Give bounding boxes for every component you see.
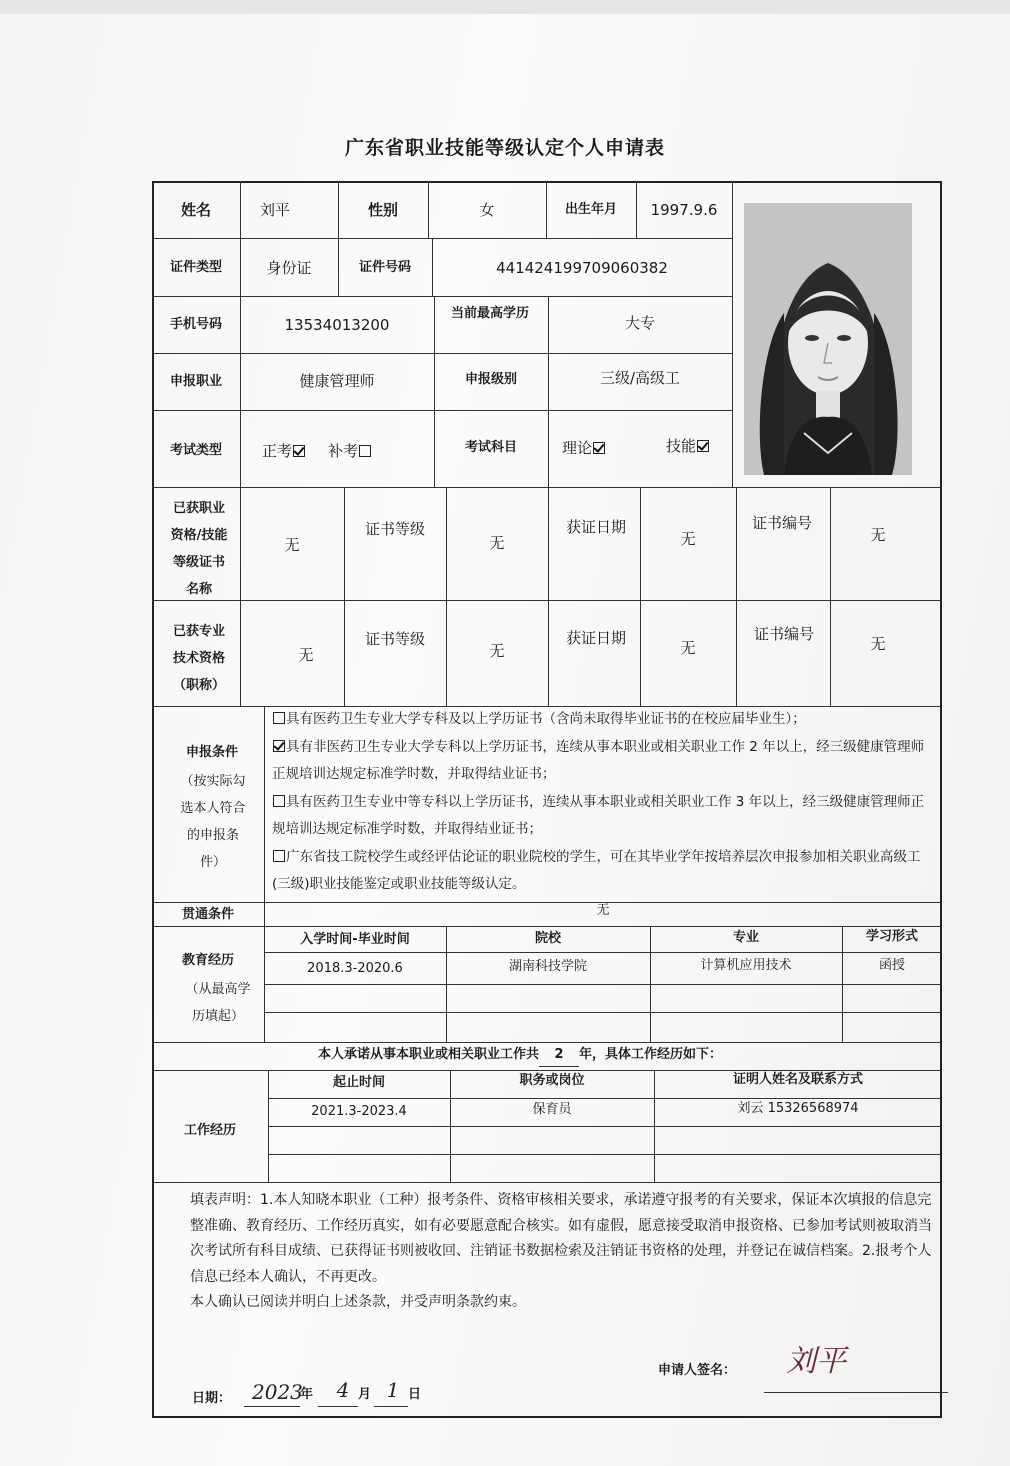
gender-label: 性别 [367,201,398,219]
exam-subject-label: 考试科目 [464,440,517,455]
edu-label: 当前最高学历 [450,306,529,321]
work-row-position: 保育员 [532,1102,572,1117]
id-no-value: 441424199709060382 [496,259,668,277]
condition-item[interactable] [272,789,932,844]
date-month[interactable]: 4 [336,1378,350,1402]
date-month-line [318,1406,358,1407]
work-label: 工作经历 [183,1123,236,1138]
work-years: 2 [539,1044,579,1067]
through-value: 无 [596,903,610,918]
id-no-label: 证件号码 [358,260,411,275]
conditions-sublabel: （按实际勾选本人符合的申报条件） [180,774,246,870]
conditions-label: 申报条件 [185,745,238,760]
condition-checkbox[interactable] [273,740,285,752]
exam-skill-option[interactable] [666,435,710,457]
pro-no-value: 无 [870,635,886,653]
voc-no-value: 无 [870,526,886,544]
exam-regular-text: 正考 [262,442,293,460]
work-header-reference: 证明人姓名及联系方式 [732,1072,863,1087]
edu-row-mode: 函授 [878,958,905,973]
work-promise [318,1044,722,1067]
grid-line [830,487,831,706]
edu-header-major: 专业 [732,930,759,945]
signature-line [764,1392,948,1393]
pro-grade-value: 无 [489,642,505,660]
voc-date-label: 获证日期 [565,518,626,536]
exam-type-label: 考试类型 [169,443,222,458]
grid-line [152,600,942,601]
exam-regular-checkbox[interactable] [293,445,305,457]
education-sublabel: （从最高学历填起） [185,982,251,1024]
voc-grade-label: 证书等级 [364,520,425,538]
exam-regular-option[interactable] [262,440,306,462]
grid-line [264,706,265,902]
form-title: 广东省职业技能等级认定个人申请表 [344,137,665,159]
through-label: 贯通条件 [181,907,234,922]
pro-date-value: 无 [680,639,696,657]
voc-cert-name: 无 [284,536,300,554]
top-edge-strip [0,0,1010,14]
job-label: 申报职业 [169,374,222,389]
work-row-period: 2021.3-2023.4 [311,1104,407,1119]
grid-line [640,487,641,706]
condition-text: 具有非医药卫生专业大学专科以上学历证书，连续从事本职业或相关职业工作 2 年以上，经三级健康管理师正规培训达规定标准学时数，并取得结业证书； [272,738,925,782]
date-month-unit: 月 [358,1387,372,1402]
pro-date-label: 获证日期 [565,629,626,647]
conditions-list [272,706,932,899]
condition-checkbox[interactable] [273,795,285,807]
pro-title-name: 无 [298,646,314,664]
level-value: 三级/高级工 [599,369,681,387]
edu-row-school: 湖南科技学院 [508,959,587,974]
date-year[interactable]: 2023 [252,1380,303,1404]
birth-value: 1997.9.6 [650,201,718,219]
phone-value: 13534013200 [284,316,390,334]
condition-checkbox[interactable] [273,712,285,724]
condition-checkbox[interactable] [273,850,285,862]
declaration-text: 填表声明：1.本人知晓本职业（工种）报考条件、资格审核相关要求，承诺遵守报考的有关要求，保证本次填报的信息完整准确、教育经历、工作经历真实，如有必要愿意配合核实。如有虚假，愿意接受取消申报资格、已参加考试则被取消当次考试所有科目成绩、已获得证书则被收回、注销证书数据检索及注销证书资格的处理，并登记在诚信档案。2.报考个人信息已经本人确认，不再更改。 [190,1192,932,1285]
id-type-label: 证件类型 [169,260,222,275]
pro-no-label: 证书编号 [753,625,814,643]
exam-theory-checkbox[interactable] [593,442,605,454]
declaration-confirm: 本人确认已阅读并明白上述条款，并受声明条款约束。 [190,1294,526,1310]
pro-grade-label: 证书等级 [364,630,425,648]
gender-value: 女 [479,201,495,219]
edu-value: 大专 [624,314,655,332]
job-value: 健康管理师 [299,372,375,390]
grid-line [152,296,732,297]
grid-line [736,487,737,706]
date-year-unit: 年 [300,1387,314,1402]
exam-skill-text: 技能 [666,437,697,455]
id-type-value: 身份证 [266,259,312,277]
work-promise-suffix: 年，具体工作经历如下： [579,1047,723,1062]
pro-title-label: 已获专业技术资格（职称） [172,624,225,693]
exam-makeup-checkbox[interactable] [359,445,371,457]
signature-label: 申请人签名： [658,1363,737,1378]
grid-line [152,1182,942,1183]
applicant-signature[interactable]: 刘平 [786,1344,846,1379]
grid-line [268,1126,942,1127]
edu-header-period: 入学时间-毕业时间 [300,932,410,947]
grid-line [152,410,732,411]
date-day-line [374,1406,408,1407]
exam-skill-checkbox[interactable] [697,440,709,452]
work-header-period: 起止时间 [332,1075,385,1090]
date-label: 日期： [192,1391,232,1406]
grid-line [732,181,733,487]
edu-header-mode: 学习形式 [865,929,918,944]
work-row-reference: 刘云 15326568974 [737,1101,859,1116]
portrait-image [744,203,912,475]
edu-header-school: 院校 [534,931,561,946]
voc-no-label: 证书编号 [751,514,812,532]
grid-line [446,487,447,706]
grid-line [344,487,345,706]
condition-item[interactable] [272,844,932,899]
condition-item[interactable] [272,734,932,789]
grid-line [264,984,942,985]
exam-theory-option[interactable] [562,437,606,459]
grid-line [152,353,732,354]
date-day-unit: 日 [408,1387,422,1402]
voc-grade-value: 无 [489,534,505,552]
exam-theory-text: 理论 [562,439,593,457]
applicant-photo [744,203,912,475]
declaration-block [190,1188,935,1316]
grid-line [152,487,942,488]
condition-text: 具有医药卫生专业大学专科及以上学历证书（含尚未取得毕业证书的在校应届毕业生）； [286,711,806,727]
name-value: 刘平 [259,201,290,219]
condition-text: 具有医药卫生专业中等专科以上学历证书，连续从事本职业或相关职业工作 3 年以上，经三级健康管理师正规培训达规定标准学时数，并取得结业证书； [272,793,925,837]
phone-label: 手机号码 [169,317,222,332]
grid-line [264,952,942,953]
condition-item[interactable] [272,706,932,734]
exam-makeup-option[interactable] [328,440,372,462]
work-header-position: 职务或岗位 [519,1073,585,1088]
voc-date-value: 无 [680,530,696,548]
edu-row-period: 2018.3-2020.6 [307,961,403,976]
edu-row-major: 计算机应用技术 [700,958,792,973]
exam-makeup-text: 补考 [328,442,359,460]
grid-line [548,487,549,706]
grid-line [268,1154,942,1155]
date-day[interactable]: 1 [386,1378,400,1402]
work-promise-prefix: 本人承诺从事本职业或相关职业工作共 [318,1047,540,1062]
level-label: 申报级别 [464,372,517,387]
grid-line [152,238,732,239]
date-year-line [244,1406,300,1407]
grid-line [264,1012,942,1013]
name-label: 姓名 [180,201,211,219]
voc-cert-label: 已获职业资格/技能等级证书名称 [170,501,228,597]
condition-text: 广东省技工院校学生或经评估论证的职业院校的学生，可在其毕业学年按培养层次申报参加相关职业高级工(三级)职业技能鉴定或职业技能等级认定。 [272,848,921,892]
birth-label: 出生年月 [564,202,617,217]
education-label: 教育经历 [181,953,234,968]
grid-line [152,1042,942,1043]
